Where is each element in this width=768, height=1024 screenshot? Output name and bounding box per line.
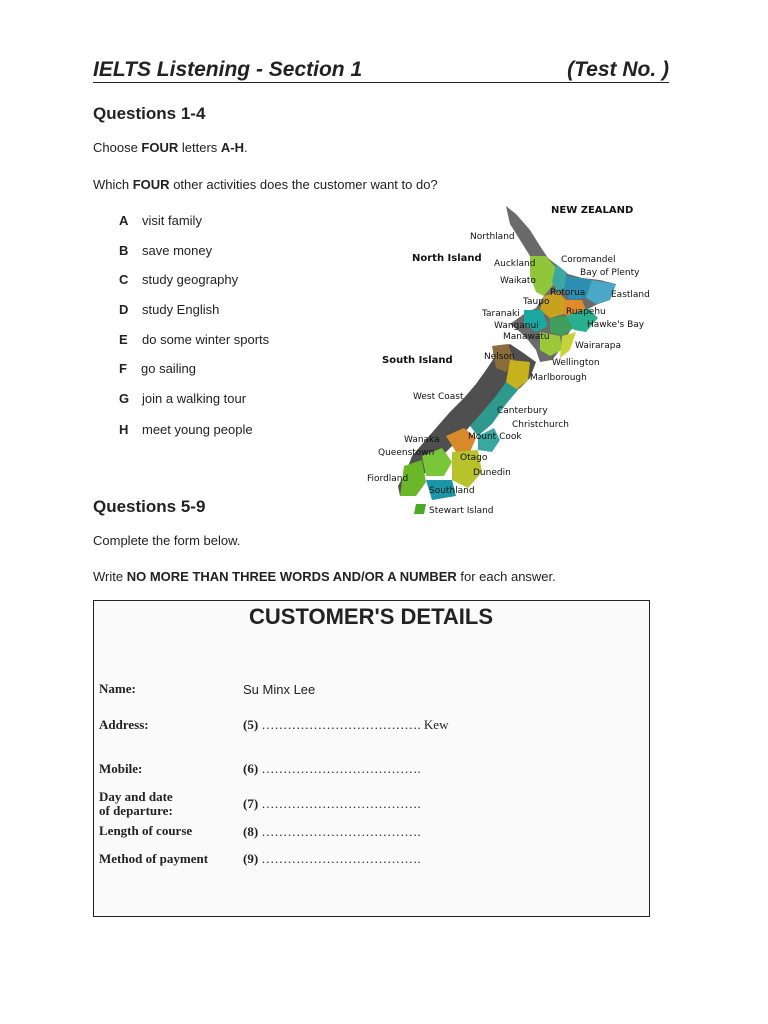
option-a — [119, 213, 202, 228]
map-label-hawkes-bay: Hawke's Bay — [587, 320, 645, 330]
map-label-coromandel: Coromandel — [561, 255, 616, 265]
option-e — [119, 332, 269, 347]
departure-label: Day and date of departure: — [99, 789, 173, 818]
north-island-label: North Island — [412, 253, 482, 264]
option-text: meet young people — [142, 422, 253, 437]
option-d — [119, 302, 219, 317]
option-h — [119, 422, 253, 437]
address-label: Address: — [99, 717, 149, 732]
payment-method-label: Method of payment — [99, 851, 209, 866]
option-text: visit family — [142, 213, 202, 228]
map-label-marlborough: Marlborough — [530, 373, 587, 383]
map-label-taupo: Taupo — [523, 297, 550, 307]
departure-answer[interactable]: (7) ………………………………. — [243, 796, 421, 811]
south-island-label: South Island — [382, 355, 453, 366]
option-text: do some winter sports — [142, 332, 270, 347]
map-label-stewart-island: Stewart Island — [429, 506, 494, 516]
map-label-mount-cook: Mount Cook — [468, 432, 522, 442]
option-text: study geography — [142, 272, 239, 287]
map-title: NEW ZEALAND — [551, 205, 634, 216]
option-letter: E — [119, 332, 128, 347]
questions-1-4-instruction: Choose FOUR letters A-H. — [93, 140, 248, 155]
mobile-label: Mobile: — [99, 761, 143, 776]
option-letter: F — [119, 361, 127, 376]
option-letter: H — [119, 422, 129, 437]
map-label-wairarapa: Wairarapa — [575, 341, 621, 351]
map-label-auckland: Auckland — [494, 259, 536, 269]
stewart-island-shape — [414, 504, 426, 514]
map-label-queenstown: Queenstown — [378, 448, 435, 458]
customer-details-form — [93, 600, 650, 917]
word-limit-instruction: Write NO MORE THAN THREE WORDS AND/OR A NUMBER for each answer. — [93, 569, 556, 584]
map-label-canterbury: Canterbury — [497, 406, 548, 416]
option-letter: A — [119, 213, 129, 228]
option-f — [119, 361, 196, 376]
questions-1-4-heading: Questions 1-4 — [93, 104, 206, 123]
map-label-northland: Northland — [470, 232, 515, 242]
option-letter: C — [119, 272, 129, 287]
option-g — [119, 391, 246, 406]
option-c — [119, 272, 238, 287]
map-label-christchurch: Christchurch — [512, 420, 569, 430]
mobile-answer[interactable]: (6) ………………………………. — [243, 761, 421, 776]
page-header — [93, 58, 669, 83]
map-label-rotorua: Rotorua — [550, 288, 586, 298]
map-label-nelson: Nelson — [484, 352, 515, 362]
map-label-west-coast: West Coast — [413, 392, 464, 402]
option-b — [119, 243, 212, 258]
form-title: CUSTOMER'S DETAILS — [249, 604, 493, 629]
option-text: save money — [142, 243, 213, 258]
map-label-ruapehu: Ruapehu — [566, 307, 606, 317]
region-wairarapa-shape — [560, 332, 576, 358]
questions-5-9-instruction: Complete the form below. — [93, 533, 241, 548]
address-answer[interactable]: (5) ………………………………. Kew — [243, 717, 449, 732]
map-label-wanaka: Wanaka — [404, 435, 440, 445]
option-text: go sailing — [141, 361, 196, 376]
name-label: Name: — [99, 681, 136, 696]
map-label-bay-of-plenty: Bay of Plenty — [580, 268, 640, 278]
questions-5-9-heading: Questions 5-9 — [93, 497, 206, 516]
option-letter: D — [119, 302, 129, 317]
option-text: join a walking tour — [142, 391, 247, 406]
option-text: study English — [142, 302, 220, 317]
questions-1-4-question: Which FOUR other activities does the customer want to do? — [93, 177, 438, 192]
new-zealand-map — [360, 200, 660, 520]
map-label-southland: Southland — [429, 486, 475, 496]
name-value: Su Minx Lee — [243, 682, 316, 697]
map-label-wanganui: Wanganui — [494, 321, 539, 331]
option-letter: G — [119, 391, 130, 406]
map-label-wellington: Wellington — [552, 358, 600, 368]
map-label-otago: Otago — [460, 453, 488, 463]
map-label-fiordland: Fiordland — [367, 474, 409, 484]
course-length-label: Length of course — [99, 823, 193, 838]
page-title: IELTS Listening - Section 1 — [93, 58, 363, 81]
map-label-dunedin: Dunedin — [473, 468, 511, 478]
map-label-manawatu: Manawatu — [503, 332, 550, 342]
test-number: (Test No. ) — [567, 58, 669, 81]
map-label-taranaki: Taranaki — [482, 309, 520, 319]
option-letter: B — [119, 243, 129, 258]
payment-method-answer[interactable]: (9) ………………………………. — [243, 851, 421, 866]
map-label-eastland: Eastland — [611, 290, 650, 300]
course-length-answer[interactable]: (8) ………………………………. — [243, 824, 421, 839]
map-label-waikato: Waikato — [500, 276, 536, 286]
